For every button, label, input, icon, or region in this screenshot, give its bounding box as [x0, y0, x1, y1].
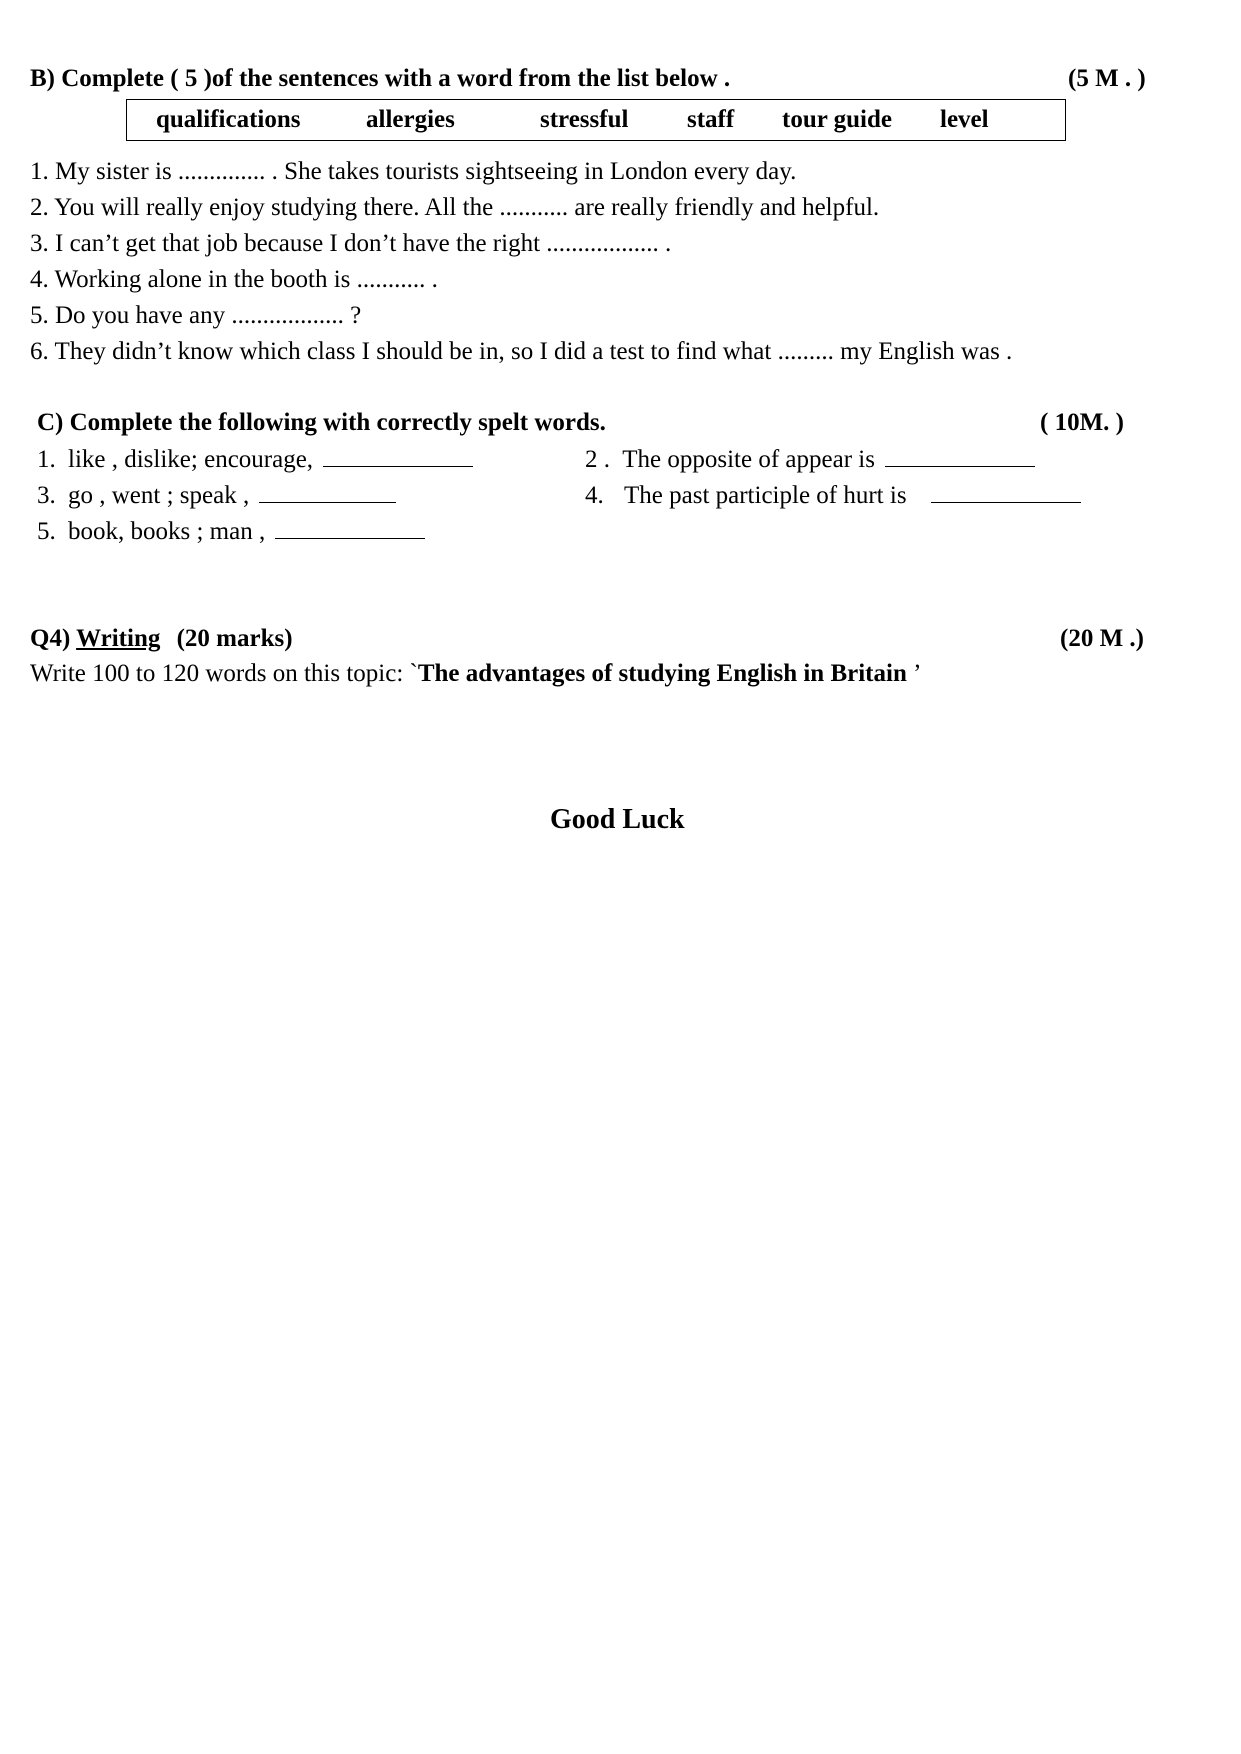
sentence: 4. Working alone in the booth is ........... . [30, 266, 438, 293]
spelling-item [37, 518, 425, 544]
answer-blank[interactable] [931, 482, 1081, 503]
item-text: The opposite of appear is [622, 446, 875, 473]
q4-prompt [30, 661, 921, 686]
q4-label: Q4) [30, 625, 71, 652]
item-number: 2 . [585, 446, 610, 473]
sentence: 3. I can’t get that job because I don’t have the right .................. . [30, 230, 672, 257]
sentence: 1. My sister is .............. . She takes tourists sightseeing in London every day. [30, 158, 797, 185]
item-number: 1. [37, 446, 56, 473]
spelling-item [585, 446, 1035, 472]
word-option: staff [687, 106, 735, 133]
item-text: like , dislike; encourage, [68, 446, 314, 473]
spelling-item [37, 482, 396, 508]
section-c-title: C) Complete the following with correctly spelt words. [37, 409, 606, 436]
answer-blank[interactable] [885, 446, 1035, 467]
prompt-prefix: Write 100 to 120 words on this topic: ` [30, 660, 418, 687]
answer-blank[interactable] [323, 446, 473, 467]
section-b-marks: (5 M . ) [1068, 65, 1146, 92]
q4-writing-label: Writing [76, 625, 161, 652]
spelling-item [37, 446, 473, 472]
section-b-title: B) Complete ( 5 )of the sentences with a word from the list below . [30, 65, 731, 92]
sentence: 6. They didn’t know which class I should be in, so I did a test to find what ......... my English was . [30, 338, 1013, 365]
word-option: qualifications [156, 106, 301, 133]
word-list-box [126, 99, 1066, 141]
item-text: book, books ; man , [68, 518, 266, 545]
q4-marks-inline: (20 marks) [176, 625, 293, 652]
closing-message: Good Luck [550, 804, 685, 835]
item-text: The past participle of hurt is [624, 482, 907, 509]
q4-marks: (20 M .) [1060, 625, 1144, 652]
answer-blank[interactable] [259, 482, 396, 503]
sentence: 5. Do you have any .................. ? [30, 302, 362, 329]
item-number: 4. [585, 482, 604, 509]
item-text: go , went ; speak , [68, 482, 250, 509]
word-option: tour guide [782, 106, 892, 133]
section-c-marks: ( 10M. ) [1040, 409, 1124, 436]
word-option: stressful [540, 106, 629, 133]
sentence: 2. You will really enjoy studying there. All the ........... are really friendly and helpful. [30, 194, 880, 221]
word-option: level [940, 106, 989, 133]
item-number: 5. [37, 518, 56, 545]
prompt-suffix: ’ [906, 660, 922, 687]
answer-blank[interactable] [275, 518, 425, 539]
spelling-item [585, 482, 1081, 508]
word-option: allergies [366, 106, 455, 133]
item-number: 3. [37, 482, 56, 509]
prompt-topic: The advantages of studying English in Britain [417, 660, 907, 687]
q4-heading [30, 626, 293, 651]
